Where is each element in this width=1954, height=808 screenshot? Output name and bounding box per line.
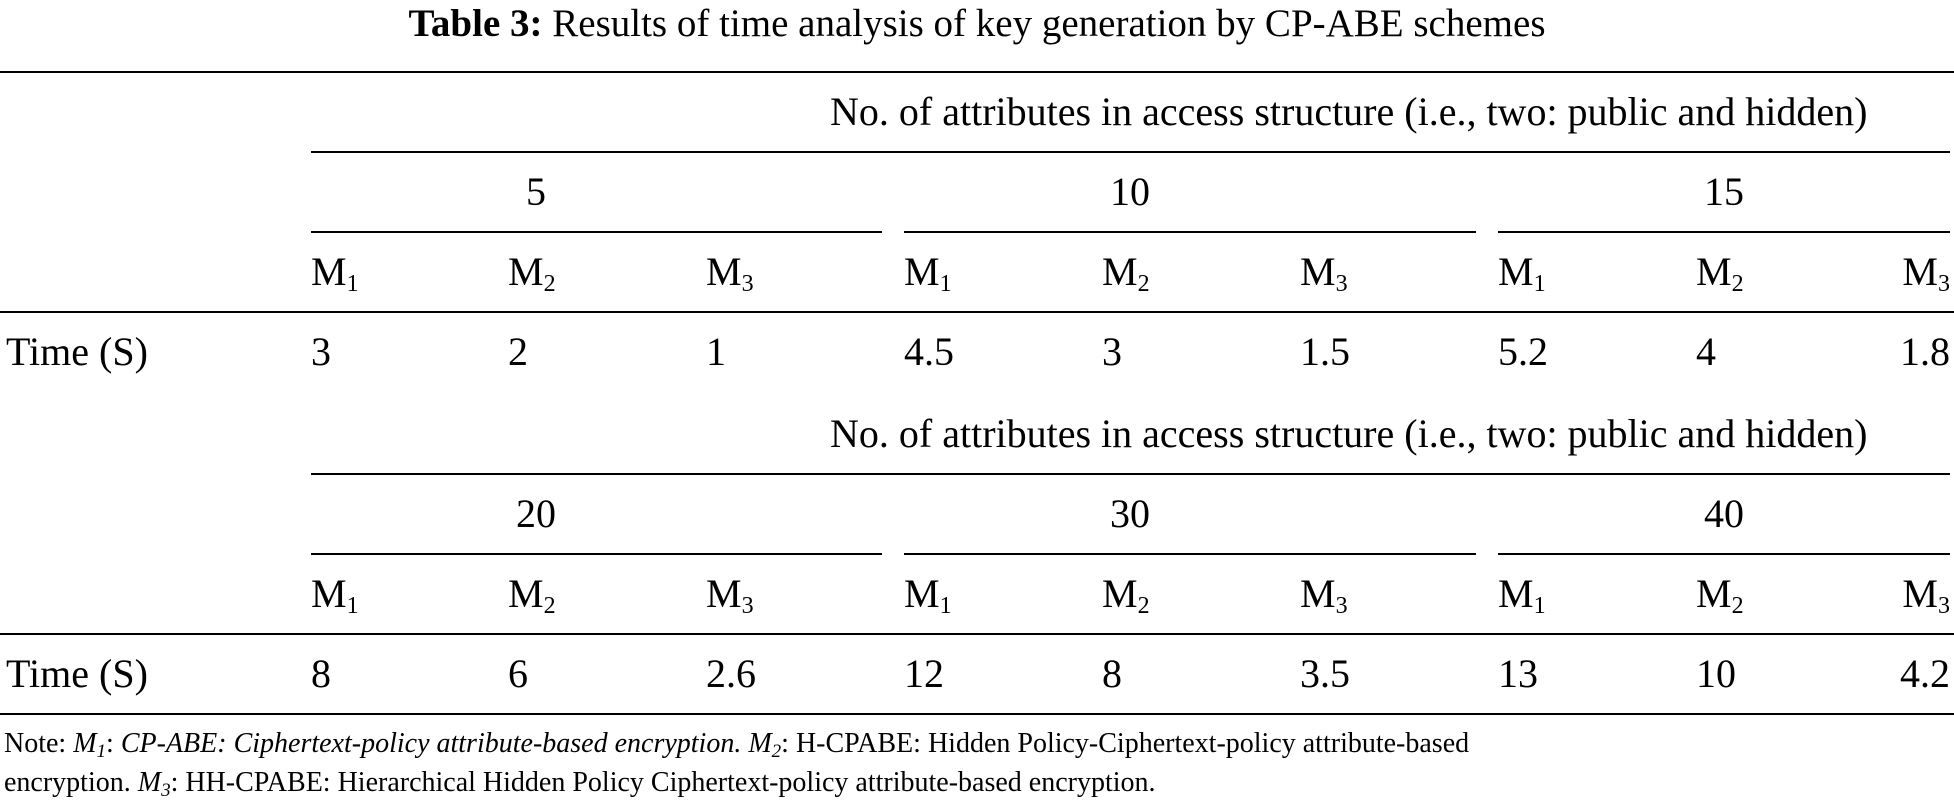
group-rule (1498, 553, 1950, 555)
row-label: Time (S) (6, 329, 148, 374)
header-rule (311, 151, 1950, 153)
method-label: $M_2$ (1696, 571, 1744, 619)
method-label: $M_3$ (1902, 249, 1950, 297)
method-label: $M_2$ (508, 249, 556, 297)
header-attributes: No. of attributes in access structure (i.e., two: public and hidden) (830, 89, 1868, 134)
time-value: 3 (311, 329, 331, 374)
table-note: Note: $M_1$: CP-ABE: Ciphertext-policy attribute-based encryption. $M_2$: H-CPABE: Hidden Policy-Ciphertext-policy attribute-based encryption. $M_3$: HH-CPABE: Hierarchical Hidden Policy Ciphertext-policy attribute-based encryption. (4, 728, 1470, 801)
method-label: $M_1$ (311, 571, 359, 619)
group-rule (311, 231, 882, 233)
group-header: 15 (1704, 169, 1744, 214)
time-value: 1.8 (1900, 329, 1950, 374)
method-label: $M_1$ (1498, 571, 1546, 619)
method-label: $M_2$ (1102, 571, 1150, 619)
time-value: 8 (311, 651, 331, 696)
note-m2-desc: H-CPABE: Hidden Policy-Ciphertext-policy attribute-based (795, 728, 1470, 759)
method-label: $M_3$ (706, 571, 754, 619)
method-label: $M_1$ (904, 571, 952, 619)
caption-label: Table 3: (408, 2, 543, 45)
group-rule (904, 231, 1476, 233)
time-value: 10 (1696, 651, 1736, 696)
table-bottom-rule (0, 713, 1954, 715)
header-attributes: No. of attributes in access structure (i.e., two: public and hidden) (830, 411, 1868, 456)
time-value: 2.6 (706, 651, 756, 696)
time-value: 1.5 (1300, 329, 1350, 374)
time-value: 6 (508, 651, 528, 696)
table-top-rule (0, 71, 1954, 73)
caption-text: Results of time analysis of key generation by CP-ABE schemes (552, 2, 1546, 45)
header-rule (311, 473, 1950, 475)
method-label: $M_1$ (904, 249, 952, 297)
group-header: 20 (516, 491, 556, 536)
method-label: $M_2$ (1696, 249, 1744, 297)
group-rule (904, 553, 1476, 555)
group-header: 40 (1704, 491, 1744, 536)
method-label: $M_3$ (706, 249, 754, 297)
row-label: Time (S) (6, 651, 148, 696)
time-value: 3 (1102, 329, 1122, 374)
group-rule (1498, 231, 1950, 233)
method-label: $M_2$ (1102, 249, 1150, 297)
method-label: $M_3$ (1300, 249, 1348, 297)
method-label: $M_1$ (311, 249, 359, 297)
note-m3-desc: HH-CPABE: Hierarchical Hidden Policy Ciphertext-policy attribute-based encryption. (185, 767, 1156, 798)
time-value: 4.5 (904, 329, 954, 374)
time-value: 13 (1498, 651, 1538, 696)
method-label: $M_2$ (508, 571, 556, 619)
note-m2-desc-cont: encryption. (4, 767, 131, 798)
note-m2-symbol: $M_2$ (748, 728, 782, 762)
time-value: 12 (904, 651, 944, 696)
group-header: 30 (1110, 491, 1150, 536)
time-value: 1 (706, 329, 726, 374)
group-header: 10 (1110, 169, 1150, 214)
note-prefix: Note: (4, 728, 67, 759)
time-value: 3.5 (1300, 651, 1350, 696)
time-value: 4 (1696, 329, 1716, 374)
group-rule (311, 553, 882, 555)
method-label: $M_3$ (1300, 571, 1348, 619)
time-value: 2 (508, 329, 528, 374)
row-rule (0, 633, 1954, 635)
note-m1-desc: CP-ABE: Ciphertext-policy attribute-based encryption. (120, 728, 742, 759)
row-rule (0, 311, 1954, 313)
time-value: 5.2 (1498, 329, 1548, 374)
note-m1-symbol: $M_1$ (73, 728, 107, 762)
method-label: $M_3$ (1902, 571, 1950, 619)
time-value: 8 (1102, 651, 1122, 696)
method-label: $M_1$ (1498, 249, 1546, 297)
note-m3-symbol: $M_3$ (137, 767, 171, 801)
table-caption (0, 2, 1954, 46)
time-value: 4.2 (1900, 651, 1950, 696)
group-header: 5 (526, 169, 546, 214)
